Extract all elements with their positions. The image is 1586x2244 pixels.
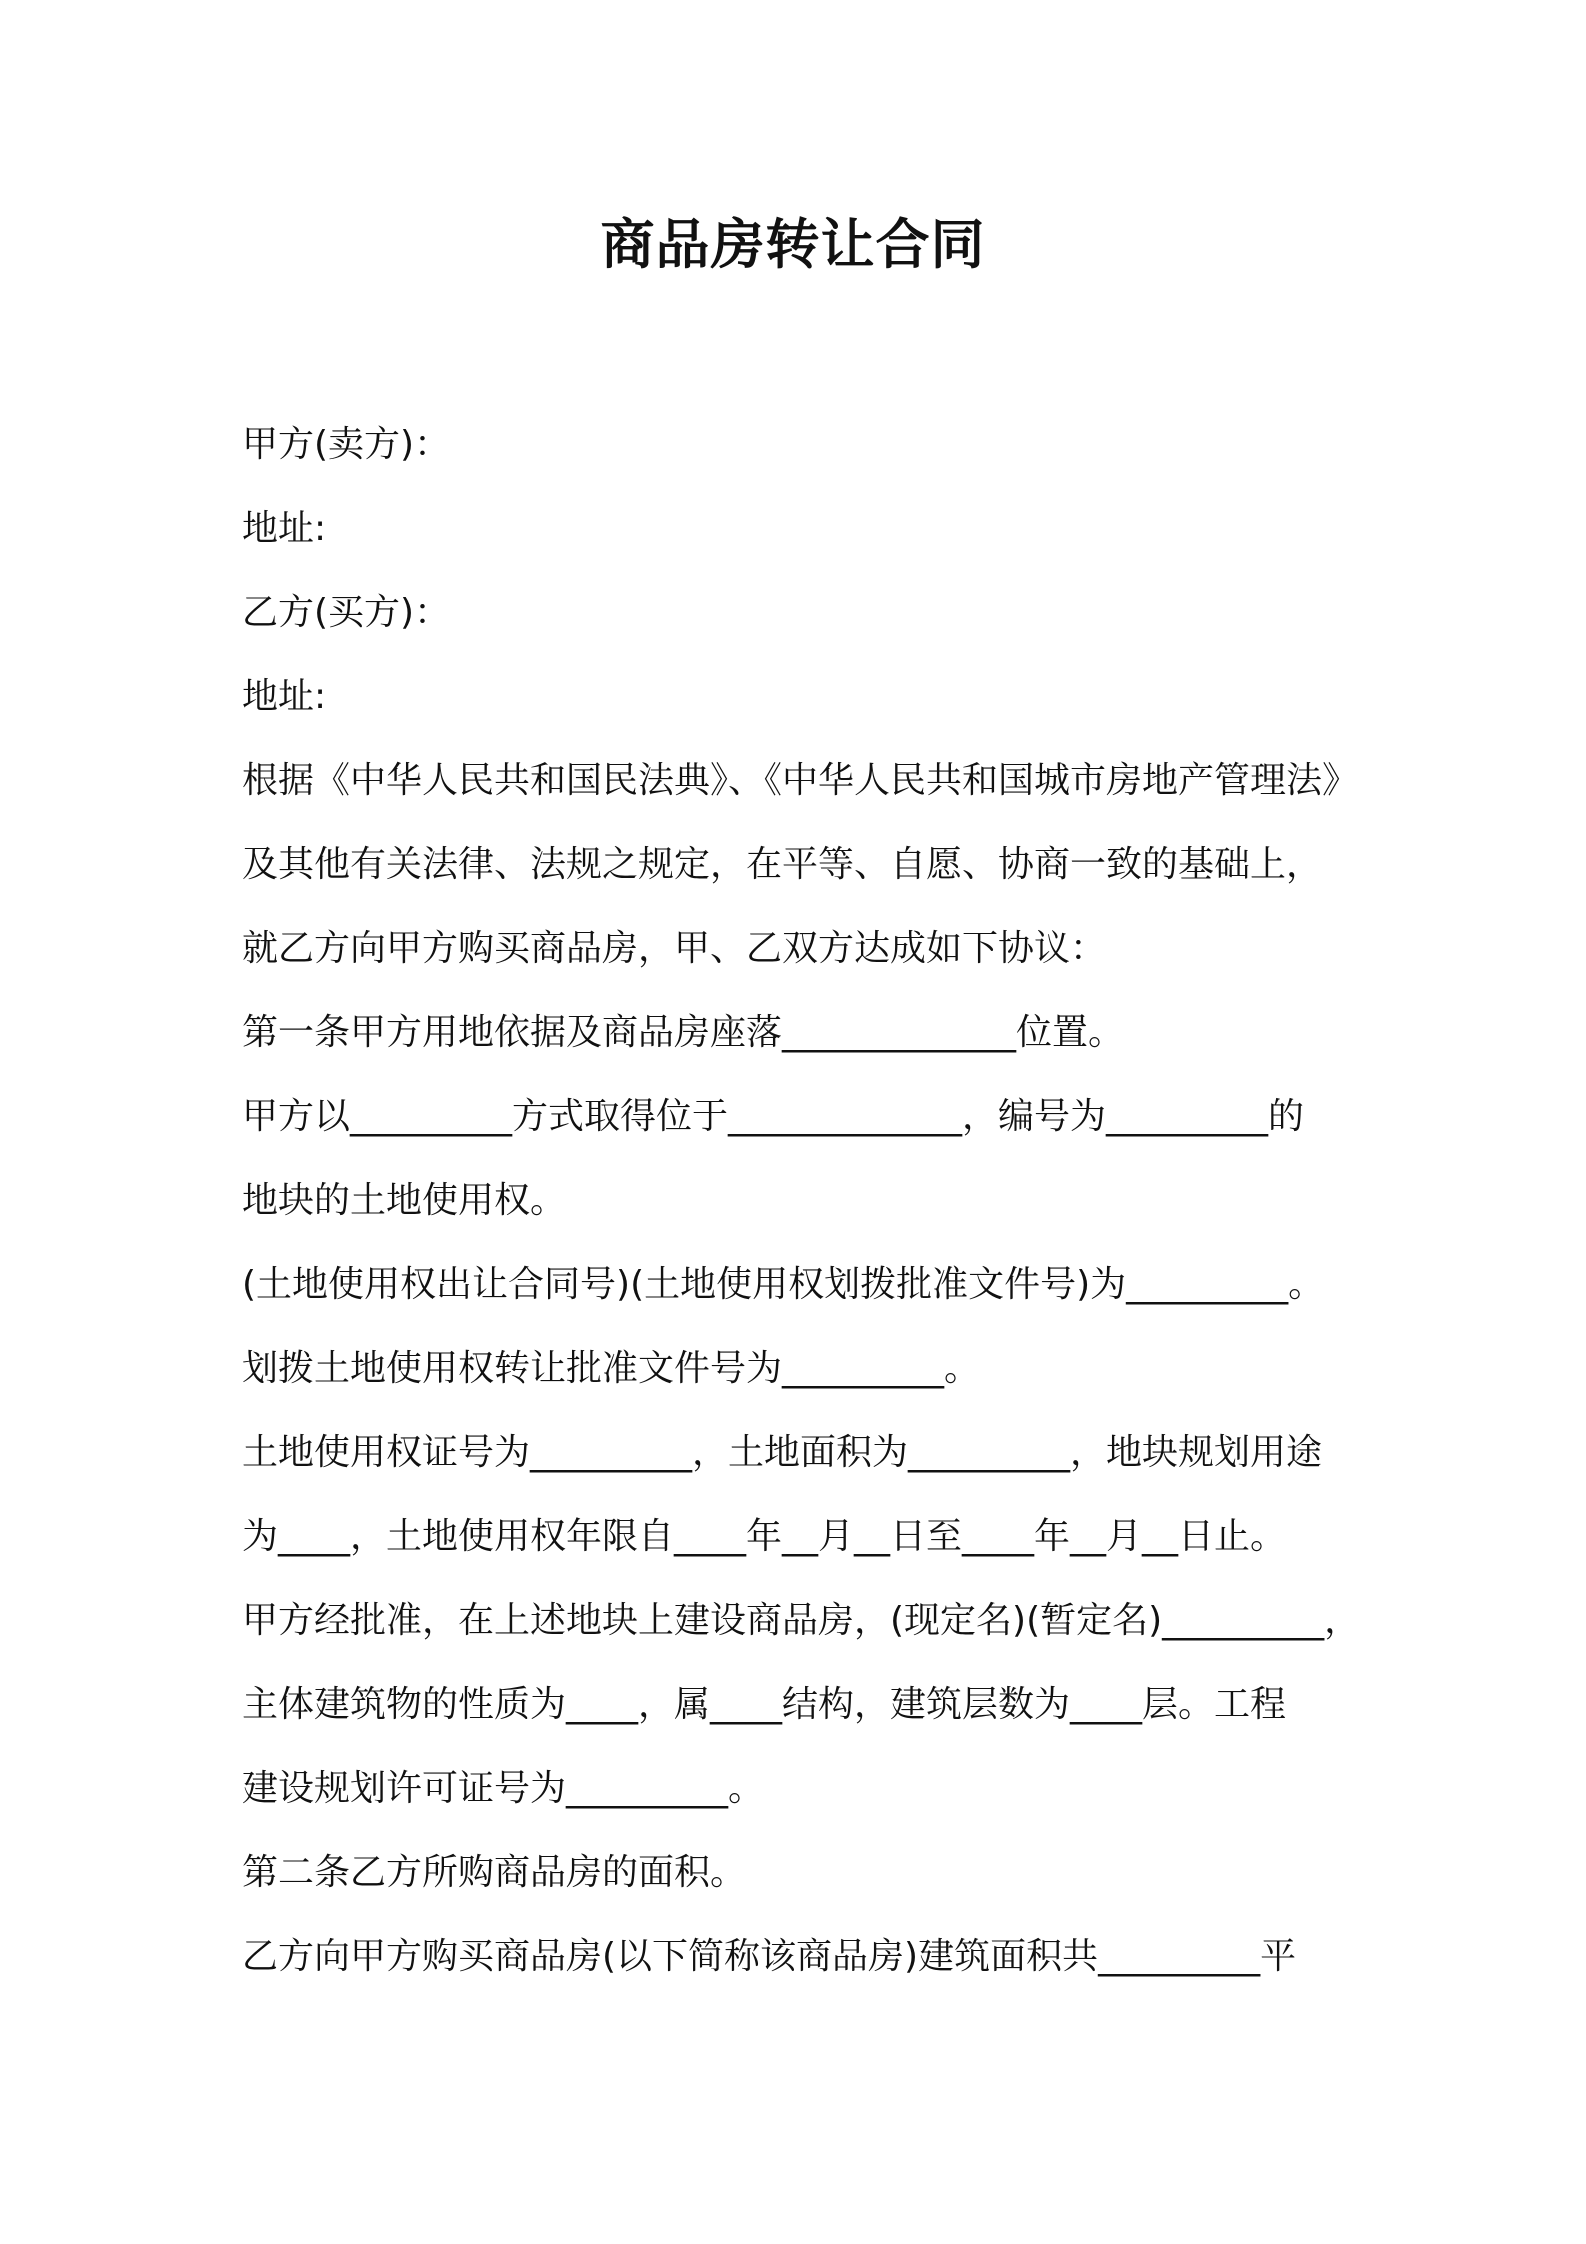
preamble-line-3: 就乙方向甲方购买商品房，甲、乙双方达成如下协议： (242, 928, 1107, 969)
party-b-line: 乙方(买方)： (242, 592, 451, 633)
preamble-line-1: 根据《中华人民共和国民法典》、《中华人民共和国城市房地产管理法》 (242, 760, 1359, 801)
article-1-line-8: 主体建筑物的性质为____，属____结构，建筑层数为____层。工程 (242, 1684, 1287, 1725)
article-1-line-5: 土地使用权证号为_________，土地面积为_________，地块规划用途 (242, 1432, 1323, 1473)
article-1-line-3: (土地使用权出让合同号)(土地使用权划拨批准文件号)为_________。 (242, 1264, 1325, 1305)
party-a-line: 甲方(卖方)： (242, 424, 451, 465)
article-2-heading: 第二条乙方所购商品房的面积。 (242, 1852, 747, 1893)
article-1-heading: 第一条甲方用地依据及商品房座落_____________位置。 (242, 1012, 1125, 1053)
article-1-line-7: 甲方经批准，在上述地块上建设商品房，(现定名)(暂定名)_________， (242, 1600, 1361, 1641)
preamble-line-2: 及其他有关法律、法规之规定，在平等、自愿、协商一致的基础上， (242, 844, 1323, 885)
article-1-line-6: 为____，土地使用权年限自____年__月__日至____年__月__日止。 (242, 1516, 1287, 1557)
party-b-address-line: 地址: (242, 676, 327, 717)
document-title: 商品房转让合同 (600, 213, 986, 276)
article-1-line-2: 地块的土地使用权。 (242, 1180, 567, 1221)
article-1-line-1: 甲方以_________方式取得位于_____________，编号为_________的 (242, 1096, 1305, 1137)
party-a-address-line: 地址: (242, 508, 327, 549)
article-2-line-1: 乙方向甲方购买商品房(以下简称该商品房)建筑面积共_________平 (242, 1936, 1297, 1977)
document-body (242, 403, 1362, 1999)
article-1-line-4: 划拨土地使用权转让批准文件号为_________。 (242, 1348, 981, 1389)
article-1-line-9: 建设规划许可证号为_________。 (242, 1768, 765, 1809)
